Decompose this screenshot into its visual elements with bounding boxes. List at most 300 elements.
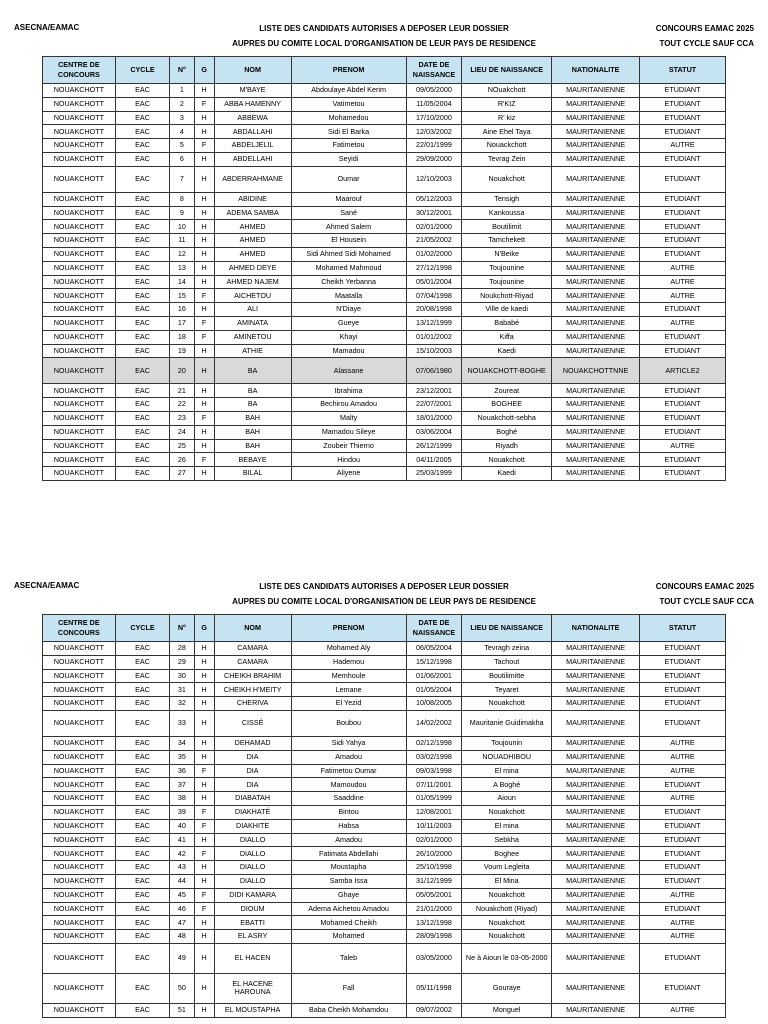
number-cell: 19 — [170, 344, 194, 358]
prenom-cell: N'Diaye — [291, 303, 406, 317]
birthdate-cell: 10/08/2005 — [406, 697, 462, 711]
table-row — [43, 750, 726, 764]
birthplace-cell: R' kiz — [462, 111, 552, 125]
centre-cell: NOUAKCHOTT — [43, 819, 116, 833]
nom-cell: AMINATA — [214, 316, 291, 330]
birthplace-cell: Gouraye — [462, 973, 552, 1003]
centre-cell: NOUAKCHOTT — [43, 316, 116, 330]
prenom-cell: Maatalla — [291, 289, 406, 303]
document-header — [0, 0, 768, 56]
prenom-cell: Sidi Ahmed Sidi Mohamed — [291, 247, 406, 261]
table-row — [43, 316, 726, 330]
birthdate-cell: 26/10/2000 — [406, 847, 462, 861]
birthplace-cell: N'Beike — [462, 247, 552, 261]
gender-cell: H — [194, 943, 214, 973]
centre-cell: NOUAKCHOTT — [43, 166, 116, 192]
number-cell: 1 — [170, 84, 194, 98]
status-cell: ETUDIANT — [640, 111, 726, 125]
number-cell: 13 — [170, 261, 194, 275]
cycle-cell: EAC — [115, 847, 170, 861]
gender-cell: H — [194, 247, 214, 261]
table-row — [43, 166, 726, 192]
centre-cell: NOUAKCHOTT — [43, 358, 116, 384]
table-row — [43, 888, 726, 902]
status-cell: ETUDIANT — [640, 152, 726, 166]
birthplace-cell: Boutilimitte — [462, 669, 552, 683]
prenom-cell: Taleb — [291, 943, 406, 973]
gender-cell: F — [194, 819, 214, 833]
number-cell: 9 — [170, 206, 194, 220]
number-cell: 36 — [170, 764, 194, 778]
cycle-cell: EAC — [115, 819, 170, 833]
prenom-cell: El Housein — [291, 234, 406, 248]
nom-cell: AHMED DEYE — [214, 261, 291, 275]
status-cell: AUTRE — [640, 1003, 726, 1017]
centre-cell: NOUAKCHOTT — [43, 874, 116, 888]
centre-cell: NOUAKCHOTT — [43, 206, 116, 220]
table-row — [43, 439, 726, 453]
nom-cell: EBATTI — [214, 916, 291, 930]
birthdate-cell: 14/02/2002 — [406, 710, 462, 736]
number-cell: 49 — [170, 943, 194, 973]
birthplace-cell: Nouackchott — [462, 139, 552, 153]
cycle-cell: EAC — [115, 344, 170, 358]
prenom-cell: Sané — [291, 206, 406, 220]
nom-cell: AMINETOU — [214, 330, 291, 344]
table-header-row — [43, 57, 726, 84]
prenom-cell: Mohamed — [291, 930, 406, 944]
prenom-cell: Mamadou Sileye — [291, 425, 406, 439]
prenom-cell: Zoubeir Thierno — [291, 439, 406, 453]
nationality-cell: MAURITANIENNE — [552, 1003, 640, 1017]
status-cell: AUTRE — [640, 888, 726, 902]
birthdate-cell: 21/05/2002 — [406, 234, 462, 248]
column-header: CYCLE — [115, 615, 170, 642]
birthdate-cell: 15/10/2003 — [406, 344, 462, 358]
table-row — [43, 111, 726, 125]
nom-cell: ABIDINE — [214, 192, 291, 206]
nom-cell: ABDERRAHMANE — [214, 166, 291, 192]
nom-cell: ABDALLAHI — [214, 125, 291, 139]
gender-cell: H — [194, 125, 214, 139]
column-header: NATIONALITE — [552, 615, 640, 642]
nationality-cell: MAURITANIENNE — [552, 467, 640, 481]
table-row — [43, 973, 726, 1003]
birthplace-cell: Tevrag Zein — [462, 152, 552, 166]
cycle-cell: EAC — [115, 1003, 170, 1017]
cycle-cell: EAC — [115, 192, 170, 206]
nationality-cell: MAURITANIENNE — [552, 261, 640, 275]
table-row — [43, 275, 726, 289]
status-cell: ETUDIANT — [640, 710, 726, 736]
number-cell: 7 — [170, 166, 194, 192]
centre-cell: NOUAKCHOTT — [43, 261, 116, 275]
gender-cell: H — [194, 275, 214, 289]
cycle-cell: EAC — [115, 206, 170, 220]
status-cell: AUTRE — [640, 792, 726, 806]
status-cell: ETUDIANT — [640, 973, 726, 1003]
nationality-cell: MAURITANIENNE — [552, 669, 640, 683]
number-cell: 14 — [170, 275, 194, 289]
centre-cell: NOUAKCHOTT — [43, 792, 116, 806]
nationality-cell: MAURITANIENNE — [552, 344, 640, 358]
gender-cell: H — [194, 303, 214, 317]
birthplace-cell: Voum Legleita — [462, 861, 552, 875]
number-cell: 3 — [170, 111, 194, 125]
column-header: CENTRE DE CONCOURS — [43, 615, 116, 642]
number-cell: 17 — [170, 316, 194, 330]
page-section-1 — [0, 0, 768, 478]
column-header: PRENOM — [291, 615, 406, 642]
nationality-cell: MAURITANIENNE — [552, 303, 640, 317]
table-row — [43, 916, 726, 930]
status-cell: ETUDIANT — [640, 234, 726, 248]
number-cell: 46 — [170, 902, 194, 916]
nationality-cell: MAURITANIENNE — [552, 425, 640, 439]
nom-cell: DIOUM — [214, 902, 291, 916]
status-cell: ETUDIANT — [640, 642, 726, 656]
number-cell: 15 — [170, 289, 194, 303]
candidates-table-1 — [42, 56, 726, 481]
prenom-cell: Memhoule — [291, 669, 406, 683]
number-cell: 50 — [170, 973, 194, 1003]
centre-cell: NOUAKCHOTT — [43, 764, 116, 778]
centre-cell: NOUAKCHOTT — [43, 344, 116, 358]
birthplace-cell: Boutilimit — [462, 220, 552, 234]
birthplace-cell: Aioun — [462, 792, 552, 806]
birthplace-cell: Nouakchott — [462, 805, 552, 819]
column-header: CENTRE DE CONCOURS — [43, 57, 116, 84]
birthdate-cell: 11/05/2004 — [406, 97, 462, 111]
nationality-cell: MAURITANIENNE — [552, 902, 640, 916]
number-cell: 16 — [170, 303, 194, 317]
gender-cell: H — [194, 439, 214, 453]
table-row — [43, 1003, 726, 1017]
gender-cell: H — [194, 697, 214, 711]
nationality-cell: MAURITANIENNE — [552, 833, 640, 847]
status-cell: ETUDIANT — [640, 411, 726, 425]
column-header: NOM — [214, 57, 291, 84]
cycle-cell: EAC — [115, 111, 170, 125]
gender-cell: H — [194, 916, 214, 930]
nationality-cell: MAURITANIENNE — [552, 247, 640, 261]
nationality-cell: MAURITANIENNE — [552, 736, 640, 750]
birthplace-cell: Nouakchott — [462, 453, 552, 467]
gender-cell: H — [194, 778, 214, 792]
status-cell: ETUDIANT — [640, 833, 726, 847]
number-cell: 20 — [170, 358, 194, 384]
birthplace-cell: Kaedi — [462, 344, 552, 358]
number-cell: 23 — [170, 411, 194, 425]
centre-cell: NOUAKCHOTT — [43, 289, 116, 303]
gender-cell: H — [194, 234, 214, 248]
cycle-cell: EAC — [115, 642, 170, 656]
nationality-cell: MAURITANIENNE — [552, 384, 640, 398]
number-cell: 44 — [170, 874, 194, 888]
nom-cell: BA — [214, 358, 291, 384]
cycle-cell: EAC — [115, 805, 170, 819]
table-row — [43, 874, 726, 888]
prenom-cell: Seyidi — [291, 152, 406, 166]
prenom-cell: Vatimetou — [291, 97, 406, 111]
birthdate-cell: 10/11/2003 — [406, 819, 462, 833]
centre-cell: NOUAKCHOTT — [43, 683, 116, 697]
prenom-cell: Abdoulaye Abdel Kerim — [291, 84, 406, 98]
birthdate-cell: 23/12/2001 — [406, 384, 462, 398]
nationality-cell: MAURITANIENNE — [552, 750, 640, 764]
number-cell: 21 — [170, 384, 194, 398]
table-row — [43, 861, 726, 875]
number-cell: 22 — [170, 398, 194, 412]
nom-cell: DIALLO — [214, 833, 291, 847]
nom-cell: DIDI KAMARA — [214, 888, 291, 902]
birthplace-cell: Monguel — [462, 1003, 552, 1017]
prenom-cell: Sidi Yahya — [291, 736, 406, 750]
nom-cell: CHEIKH H'MEITY — [214, 683, 291, 697]
centre-cell: NOUAKCHOTT — [43, 234, 116, 248]
cycle-cell: EAC — [115, 669, 170, 683]
birthdate-cell: 12/10/2003 — [406, 166, 462, 192]
cycle-cell: EAC — [115, 384, 170, 398]
cycle-cell: EAC — [115, 902, 170, 916]
number-cell: 11 — [170, 234, 194, 248]
prenom-cell: Mohamed Aly — [291, 642, 406, 656]
gender-cell: F — [194, 97, 214, 111]
number-cell: 34 — [170, 736, 194, 750]
gender-cell: H — [194, 710, 214, 736]
nationality-cell: MAURITANIENNE — [552, 398, 640, 412]
number-cell: 39 — [170, 805, 194, 819]
status-cell: AUTRE — [640, 289, 726, 303]
birthplace-cell: El mina — [462, 819, 552, 833]
nom-cell: DEHAMAD — [214, 736, 291, 750]
cycle-cell: EAC — [115, 467, 170, 481]
birthdate-cell: 30/12/2001 — [406, 206, 462, 220]
contest-label — [656, 21, 754, 51]
birthplace-cell: Kankoussa — [462, 206, 552, 220]
status-cell: AUTRE — [640, 930, 726, 944]
birthplace-cell: Tamchekett — [462, 234, 552, 248]
number-cell: 31 — [170, 683, 194, 697]
prenom-cell: Ahmed Salem — [291, 220, 406, 234]
status-cell: ETUDIANT — [640, 398, 726, 412]
birthdate-cell: 06/05/2004 — [406, 642, 462, 656]
gender-cell: F — [194, 139, 214, 153]
table-row — [43, 847, 726, 861]
gender-cell: H — [194, 398, 214, 412]
column-header: G — [194, 615, 214, 642]
cycle-cell: EAC — [115, 411, 170, 425]
cycle-cell: EAC — [115, 261, 170, 275]
gender-cell: F — [194, 411, 214, 425]
status-cell: ETUDIANT — [640, 453, 726, 467]
number-cell: 47 — [170, 916, 194, 930]
cycle-cell: EAC — [115, 792, 170, 806]
nom-cell: BEBAYE — [214, 453, 291, 467]
column-header: LIEU DE NAISSANCE — [462, 57, 552, 84]
gender-cell: F — [194, 764, 214, 778]
status-cell: AUTRE — [640, 750, 726, 764]
status-cell: ETUDIANT — [640, 384, 726, 398]
nationality-cell: MAURITANIENNE — [552, 861, 640, 875]
number-cell: 10 — [170, 220, 194, 234]
nom-cell: DIAKHATÉ — [214, 805, 291, 819]
birthdate-cell: 21/01/2000 — [406, 902, 462, 916]
nom-cell: ABBEWA — [214, 111, 291, 125]
status-cell: AUTRE — [640, 764, 726, 778]
centre-cell: NOUAKCHOTT — [43, 384, 116, 398]
birthdate-cell: 15/12/1998 — [406, 655, 462, 669]
title-line-2: AUPRES DU COMITE LOCAL D'ORGANISATION DE LEUR PAYS DE RESIDENCE — [232, 597, 536, 606]
column-header: DATE DE NAISSANCE — [406, 57, 462, 84]
birthdate-cell: 05/11/1998 — [406, 973, 462, 1003]
birthdate-cell: 07/11/2001 — [406, 778, 462, 792]
birthdate-cell: 26/12/1999 — [406, 439, 462, 453]
prenom-cell: Amadou — [291, 750, 406, 764]
cycle-cell: EAC — [115, 316, 170, 330]
gender-cell: H — [194, 973, 214, 1003]
table-row — [43, 206, 726, 220]
nationality-cell: MAURITANIENNE — [552, 439, 640, 453]
centre-cell: NOUAKCHOTT — [43, 139, 116, 153]
table-row — [43, 289, 726, 303]
cycle-cell: EAC — [115, 247, 170, 261]
cycle-cell: EAC — [115, 453, 170, 467]
cycle-cell: EAC — [115, 655, 170, 669]
birthdate-cell: 13/12/1999 — [406, 316, 462, 330]
nationality-cell: MAURITANIENNE — [552, 139, 640, 153]
number-cell: 45 — [170, 888, 194, 902]
nationality-cell: MAURITANIENNE — [552, 289, 640, 303]
number-cell: 32 — [170, 697, 194, 711]
cycle-cell: EAC — [115, 125, 170, 139]
gender-cell: H — [194, 166, 214, 192]
prenom-cell: Mohamedou — [291, 111, 406, 125]
prenom-cell: Cheikh Yerbanna — [291, 275, 406, 289]
nationality-cell: MAURITANIENNE — [552, 847, 640, 861]
nationality-cell: MAURITANIENNE — [552, 453, 640, 467]
birthplace-cell: Nouakchott — [462, 916, 552, 930]
table-row — [43, 303, 726, 317]
prenom-cell: Gueye — [291, 316, 406, 330]
table-row — [43, 425, 726, 439]
table-row — [43, 152, 726, 166]
nom-cell: BILAL — [214, 467, 291, 481]
birthdate-cell: 02/12/1998 — [406, 736, 462, 750]
table-row — [43, 943, 726, 973]
cycle-cell: EAC — [115, 750, 170, 764]
nom-cell: ALI — [214, 303, 291, 317]
table-row — [43, 792, 726, 806]
prenom-cell: Oumar — [291, 166, 406, 192]
nom-cell: DIALLO — [214, 861, 291, 875]
nationality-cell: NOUAKCHOTTNNE — [552, 358, 640, 384]
document-title — [170, 579, 598, 609]
status-cell: ETUDIANT — [640, 84, 726, 98]
prenom-cell: Alassane — [291, 358, 406, 384]
centre-cell: NOUAKCHOTT — [43, 943, 116, 973]
number-cell: 6 — [170, 152, 194, 166]
cycle-cell: EAC — [115, 888, 170, 902]
status-cell: ETUDIANT — [640, 874, 726, 888]
table-row — [43, 764, 726, 778]
gender-cell: H — [194, 750, 214, 764]
birthdate-cell: 28/09/1998 — [406, 930, 462, 944]
table-row — [43, 805, 726, 819]
number-cell: 25 — [170, 439, 194, 453]
centre-cell: NOUAKCHOTT — [43, 303, 116, 317]
table-header-row — [43, 615, 726, 642]
nationality-cell: MAURITANIENNE — [552, 697, 640, 711]
prenom-cell: Bechirou Amadou — [291, 398, 406, 412]
centre-cell: NOUAKCHOTT — [43, 736, 116, 750]
nom-cell: ABDELLAHI — [214, 152, 291, 166]
number-cell: 26 — [170, 453, 194, 467]
birthplace-cell: NOUADHIBOU — [462, 750, 552, 764]
prenom-cell: Aliyene — [291, 467, 406, 481]
centre-cell: NOUAKCHOTT — [43, 888, 116, 902]
gender-cell: H — [194, 792, 214, 806]
gender-cell: H — [194, 1003, 214, 1017]
cycle-cell: EAC — [115, 861, 170, 875]
table-row — [43, 467, 726, 481]
table-row — [43, 247, 726, 261]
birthplace-cell: Noukchott-Riyad — [462, 289, 552, 303]
birthplace-cell: Riyadh — [462, 439, 552, 453]
nationality-cell: MAURITANIENNE — [552, 234, 640, 248]
centre-cell: NOUAKCHOTT — [43, 833, 116, 847]
nom-cell: EL MOUSTAPHA — [214, 1003, 291, 1017]
table-row — [43, 453, 726, 467]
birthplace-cell: Teyaret — [462, 683, 552, 697]
gender-cell: H — [194, 84, 214, 98]
column-header: DATE DE NAISSANCE — [406, 615, 462, 642]
gender-cell: H — [194, 736, 214, 750]
nationality-cell: MAURITANIENNE — [552, 973, 640, 1003]
status-cell: ETUDIANT — [640, 805, 726, 819]
nationality-cell: MAURITANIENNE — [552, 411, 640, 425]
birthplace-cell: Zoureat — [462, 384, 552, 398]
centre-cell: NOUAKCHOTT — [43, 411, 116, 425]
centre-cell: NOUAKCHOTT — [43, 125, 116, 139]
gender-cell: H — [194, 683, 214, 697]
centre-cell: NOUAKCHOTT — [43, 97, 116, 111]
nationality-cell: MAURITANIENNE — [552, 206, 640, 220]
cycle-cell: EAC — [115, 358, 170, 384]
title-line-1: LISTE DES CANDIDATS AUTORISES A DEPOSER LEUR DOSSIER — [259, 24, 509, 33]
status-cell: ETUDIANT — [640, 861, 726, 875]
nationality-cell: MAURITANIENNE — [552, 930, 640, 944]
cycle-cell: EAC — [115, 697, 170, 711]
column-header: LIEU DE NAISSANCE — [462, 615, 552, 642]
number-cell: 43 — [170, 861, 194, 875]
birthdate-cell: 29/09/2000 — [406, 152, 462, 166]
nom-cell: BA — [214, 398, 291, 412]
prenom-cell: Baba Cheikh Mohamdou — [291, 1003, 406, 1017]
table-row — [43, 384, 726, 398]
birthdate-cell: 25/10/1998 — [406, 861, 462, 875]
nationality-cell: MAURITANIENNE — [552, 874, 640, 888]
gender-cell: F — [194, 888, 214, 902]
cycle-cell: EAC — [115, 220, 170, 234]
cycle-cell: EAC — [115, 943, 170, 973]
cycle-cell: EAC — [115, 139, 170, 153]
cycle-cell: EAC — [115, 764, 170, 778]
birthplace-cell: Mauritanie Guidimakha — [462, 710, 552, 736]
gender-cell: H — [194, 111, 214, 125]
centre-cell: NOUAKCHOTT — [43, 453, 116, 467]
gender-cell: H — [194, 874, 214, 888]
